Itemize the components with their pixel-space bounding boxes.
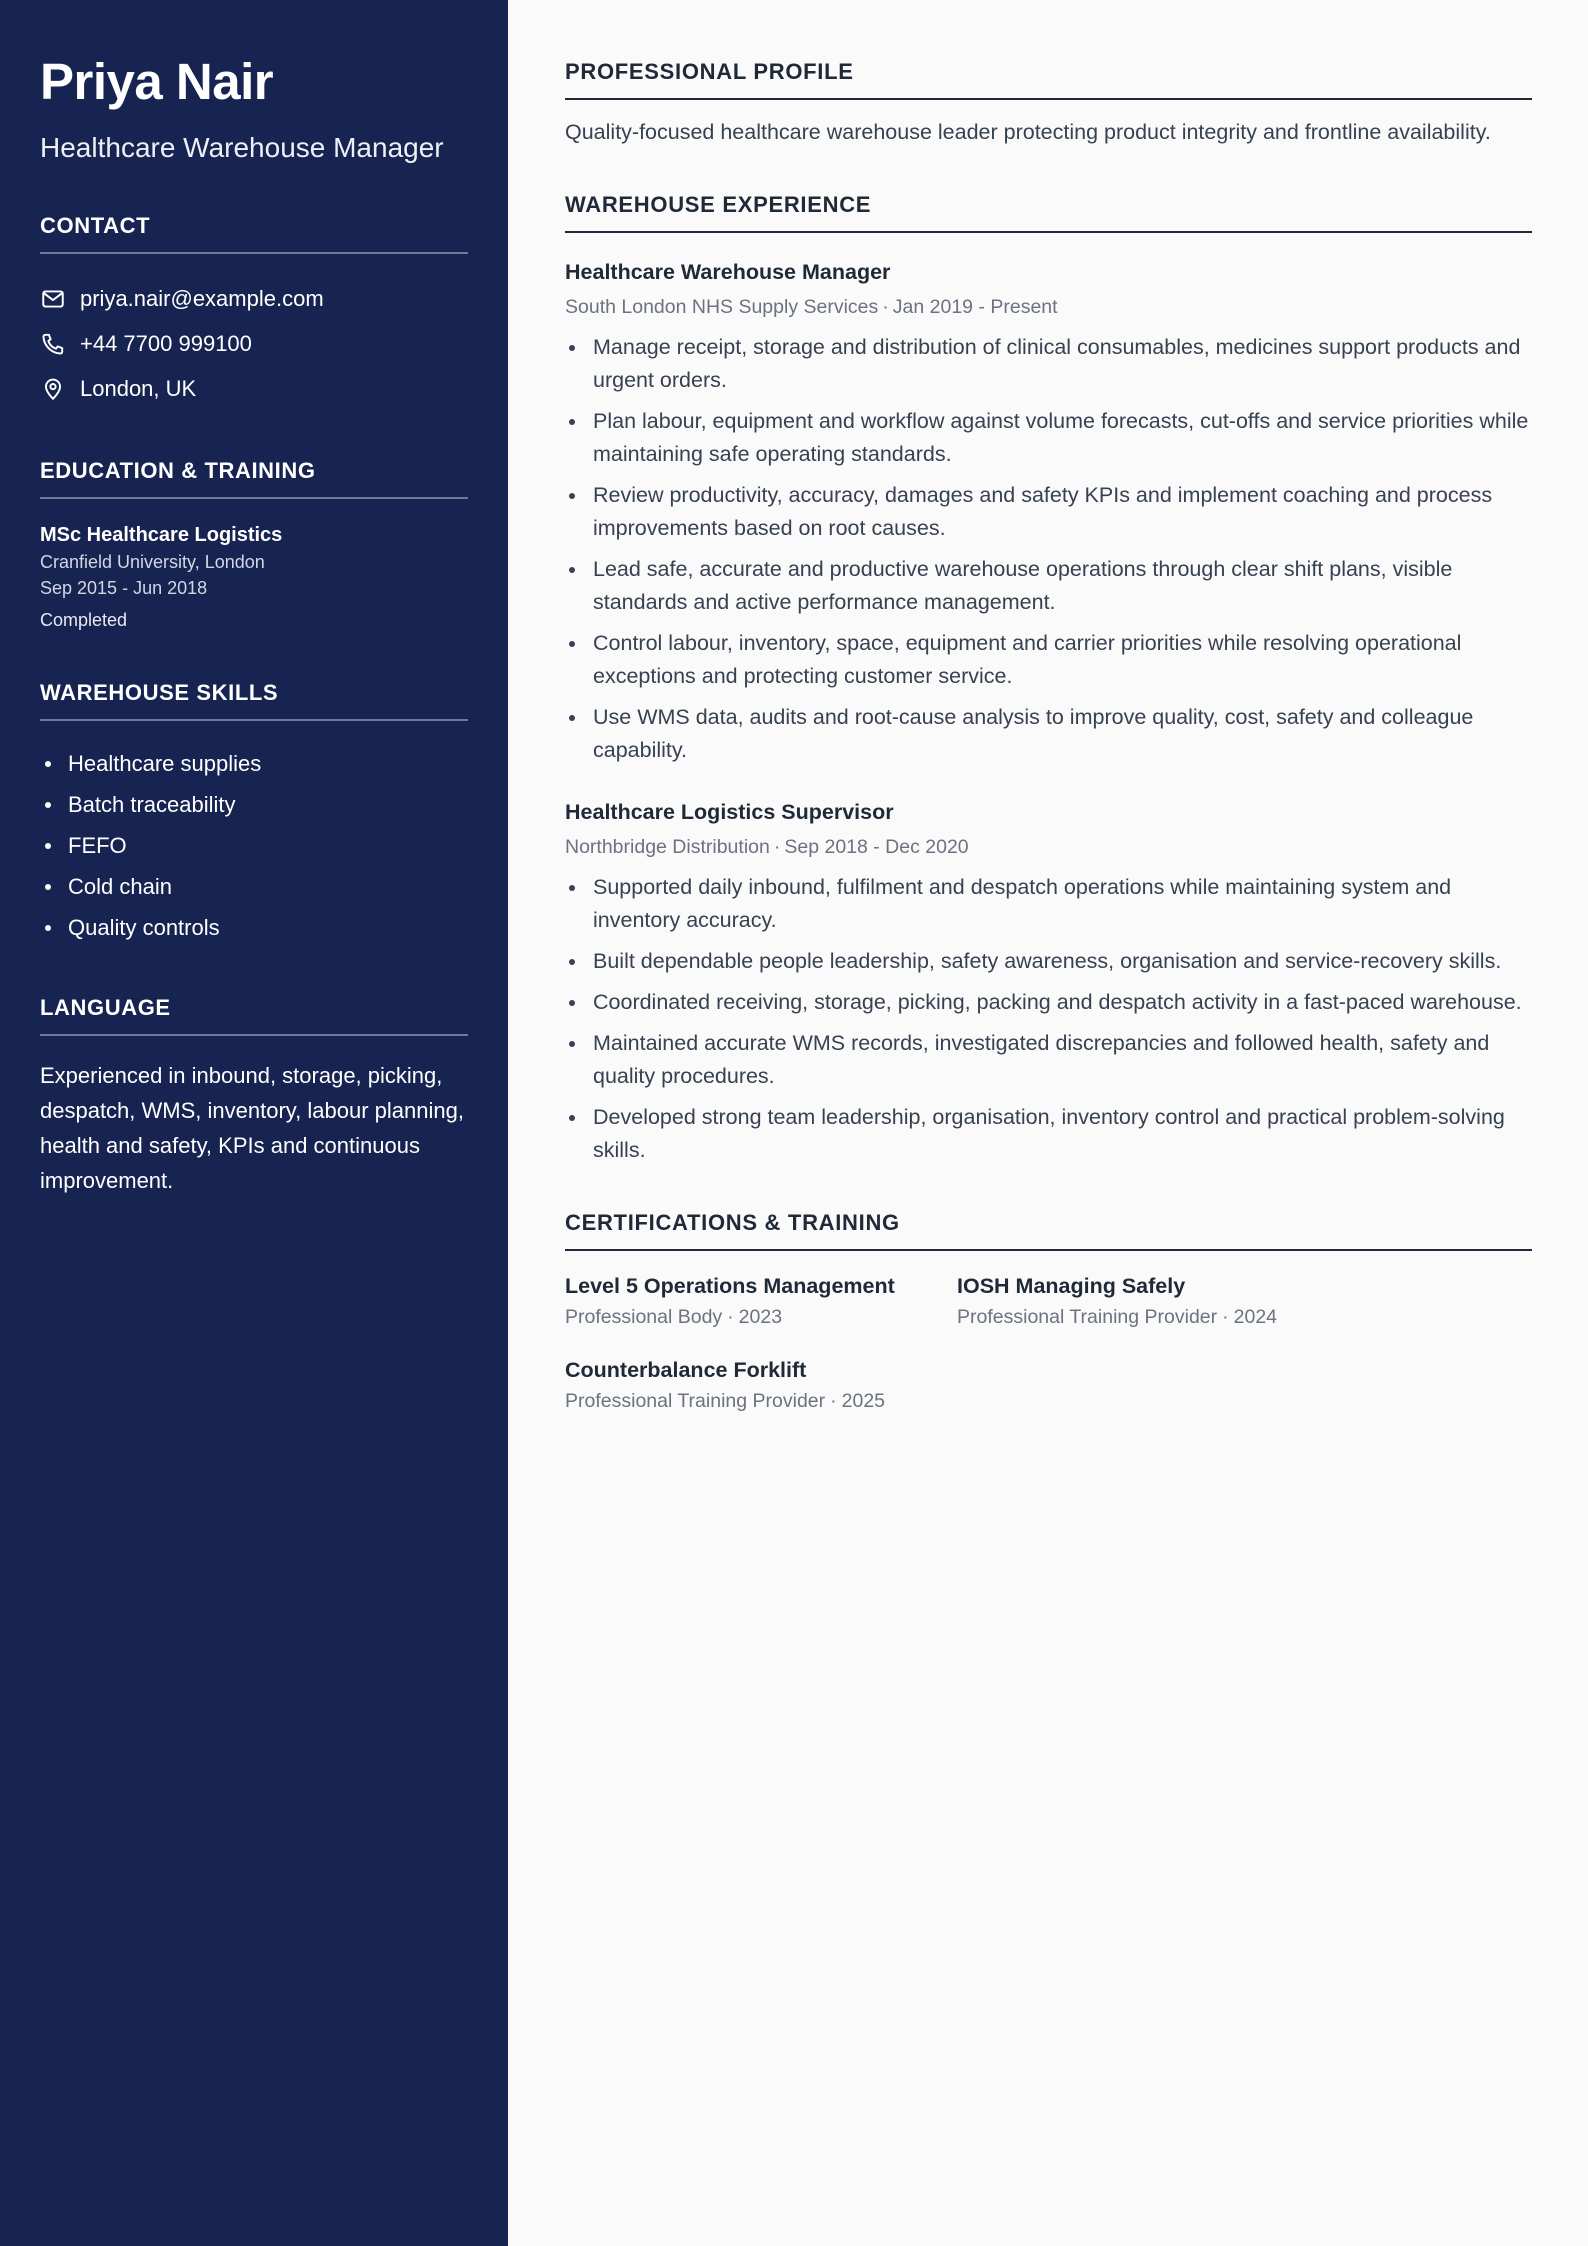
skill-item: Healthcare supplies bbox=[40, 743, 468, 784]
certification-year: 2023 bbox=[738, 1306, 783, 1328]
contact-heading: CONTACT bbox=[40, 212, 468, 254]
certification-meta bbox=[565, 1387, 957, 1415]
skill-item: Batch traceability bbox=[40, 784, 468, 825]
job-meta bbox=[565, 293, 1532, 321]
language-section bbox=[40, 994, 468, 1198]
job-bullet: Lead safe, accurate and productive warehouse operations through clear shift plans, visible standards and active performance management. bbox=[565, 553, 1532, 619]
meta-separator: · bbox=[830, 1390, 837, 1412]
certifications-heading: CERTIFICATIONS & TRAINING bbox=[565, 1209, 1532, 1251]
profile-heading: PROFESSIONAL PROFILE bbox=[565, 58, 1532, 100]
certification-name: Counterbalance Forklift bbox=[565, 1358, 807, 1382]
job-bullet: Built dependable people leadership, safety awareness, organisation and service-recovery skills. bbox=[565, 945, 1532, 978]
job-bullet: Coordinated receiving, storage, picking, packing and despatch activity in a fast-paced warehouse. bbox=[565, 986, 1532, 1019]
contact-section bbox=[40, 212, 468, 411]
education-heading: EDUCATION & TRAINING bbox=[40, 457, 468, 499]
job-title: Healthcare Warehouse Manager bbox=[565, 260, 891, 284]
certification-name: IOSH Managing Safely bbox=[957, 1274, 1186, 1298]
job-bullets bbox=[565, 871, 1532, 1167]
job-dates: Sep 2018 - Dec 2020 bbox=[784, 836, 969, 858]
contact-email-text: priya.nair@example.com bbox=[80, 285, 324, 311]
location-pin-icon bbox=[40, 376, 66, 402]
job-bullet: Manage receipt, storage and distribution of clinical consumables, medicines support products and urgent orders. bbox=[565, 331, 1532, 397]
contact-email[interactable] bbox=[40, 276, 468, 321]
skill-item: FEFO bbox=[40, 825, 468, 866]
candidate-role: Healthcare Warehouse Manager bbox=[40, 132, 444, 163]
job-company: Northbridge Distribution bbox=[565, 836, 770, 858]
language-text: Experienced in inbound, storage, picking, despatch, WMS, inventory, labour planning, health and safety, KPIs and continuous improvement. bbox=[40, 1063, 464, 1193]
skill-item: Quality controls bbox=[40, 907, 468, 948]
language-heading: LANGUAGE bbox=[40, 994, 468, 1036]
job-bullet: Developed strong team leadership, organisation, inventory control and practical problem-solving skills. bbox=[565, 1101, 1532, 1167]
job-company: South London NHS Supply Services bbox=[565, 296, 879, 318]
education-school: Cranfield University, London bbox=[40, 552, 265, 572]
certification-name: Level 5 Operations Management bbox=[565, 1274, 895, 1298]
job-entry bbox=[565, 797, 1532, 1167]
experience-heading: WAREHOUSE EXPERIENCE bbox=[565, 191, 1532, 233]
profile-section bbox=[565, 58, 1532, 149]
contact-phone-text: +44 7700 999100 bbox=[80, 330, 252, 356]
certifications-section bbox=[565, 1209, 1532, 1439]
meta-separator: · bbox=[1222, 1306, 1229, 1328]
certifications-grid bbox=[565, 1271, 1532, 1439]
main-content bbox=[508, 0, 1588, 2246]
job-entry bbox=[565, 257, 1532, 767]
certification-issuer: Professional Body bbox=[565, 1306, 723, 1328]
certification-year: 2025 bbox=[841, 1390, 886, 1412]
contact-phone[interactable] bbox=[40, 321, 468, 366]
profile-text: Quality-focused healthcare warehouse leader protecting product integrity and frontline availability. bbox=[565, 120, 1491, 144]
certification-issuer: Professional Training Provider bbox=[957, 1306, 1218, 1328]
experience-section bbox=[565, 191, 1532, 1167]
certification-issuer: Professional Training Provider bbox=[565, 1390, 826, 1412]
skills-section bbox=[40, 679, 468, 948]
education-section bbox=[40, 457, 468, 633]
job-dates: Jan 2019 - Present bbox=[892, 296, 1058, 318]
mail-icon bbox=[40, 286, 66, 312]
job-bullet: Review productivity, accuracy, damages and safety KPIs and implement coaching and process improvements based on root causes. bbox=[565, 479, 1532, 545]
certification-item bbox=[957, 1271, 1349, 1331]
skill-item: Cold chain bbox=[40, 866, 468, 907]
education-degree: MSc Healthcare Logistics bbox=[40, 524, 283, 546]
meta-separator: · bbox=[882, 296, 889, 318]
certification-item bbox=[565, 1271, 957, 1331]
job-bullets bbox=[565, 331, 1532, 767]
skills-heading: WAREHOUSE SKILLS bbox=[40, 679, 468, 721]
job-bullet: Plan labour, equipment and workflow against volume forecasts, cut-offs and service priorities while maintaining safe operating standards. bbox=[565, 405, 1532, 471]
skills-list bbox=[40, 743, 468, 948]
meta-separator: · bbox=[773, 836, 781, 858]
job-bullet: Supported daily inbound, fulfilment and despatch operations while maintaining system and inventory accuracy. bbox=[565, 871, 1532, 937]
contact-location-text: London, UK bbox=[80, 375, 197, 401]
meta-separator: · bbox=[727, 1306, 734, 1328]
job-meta bbox=[565, 833, 1532, 861]
certification-year: 2024 bbox=[1233, 1306, 1278, 1328]
education-status: Completed bbox=[40, 610, 128, 630]
certification-meta bbox=[957, 1303, 1349, 1331]
job-bullet: Use WMS data, audits and root-cause analysis to improve quality, cost, safety and colleague capability. bbox=[565, 701, 1532, 767]
sidebar bbox=[0, 0, 508, 2246]
job-bullet: Maintained accurate WMS records, investigated discrepancies and followed health, safety and quality procedures. bbox=[565, 1027, 1532, 1093]
education-dates: Sep 2015 - Jun 2018 bbox=[40, 578, 208, 598]
phone-icon bbox=[40, 331, 66, 357]
certification-meta bbox=[565, 1303, 957, 1331]
job-title: Healthcare Logistics Supervisor bbox=[565, 800, 894, 824]
job-bullet: Control labour, inventory, space, equipment and carrier priorities while resolving operational exceptions and protecting customer service. bbox=[565, 627, 1532, 693]
certification-item bbox=[565, 1355, 957, 1415]
contact-location bbox=[40, 366, 468, 411]
candidate-name: Priya Nair bbox=[40, 53, 274, 110]
